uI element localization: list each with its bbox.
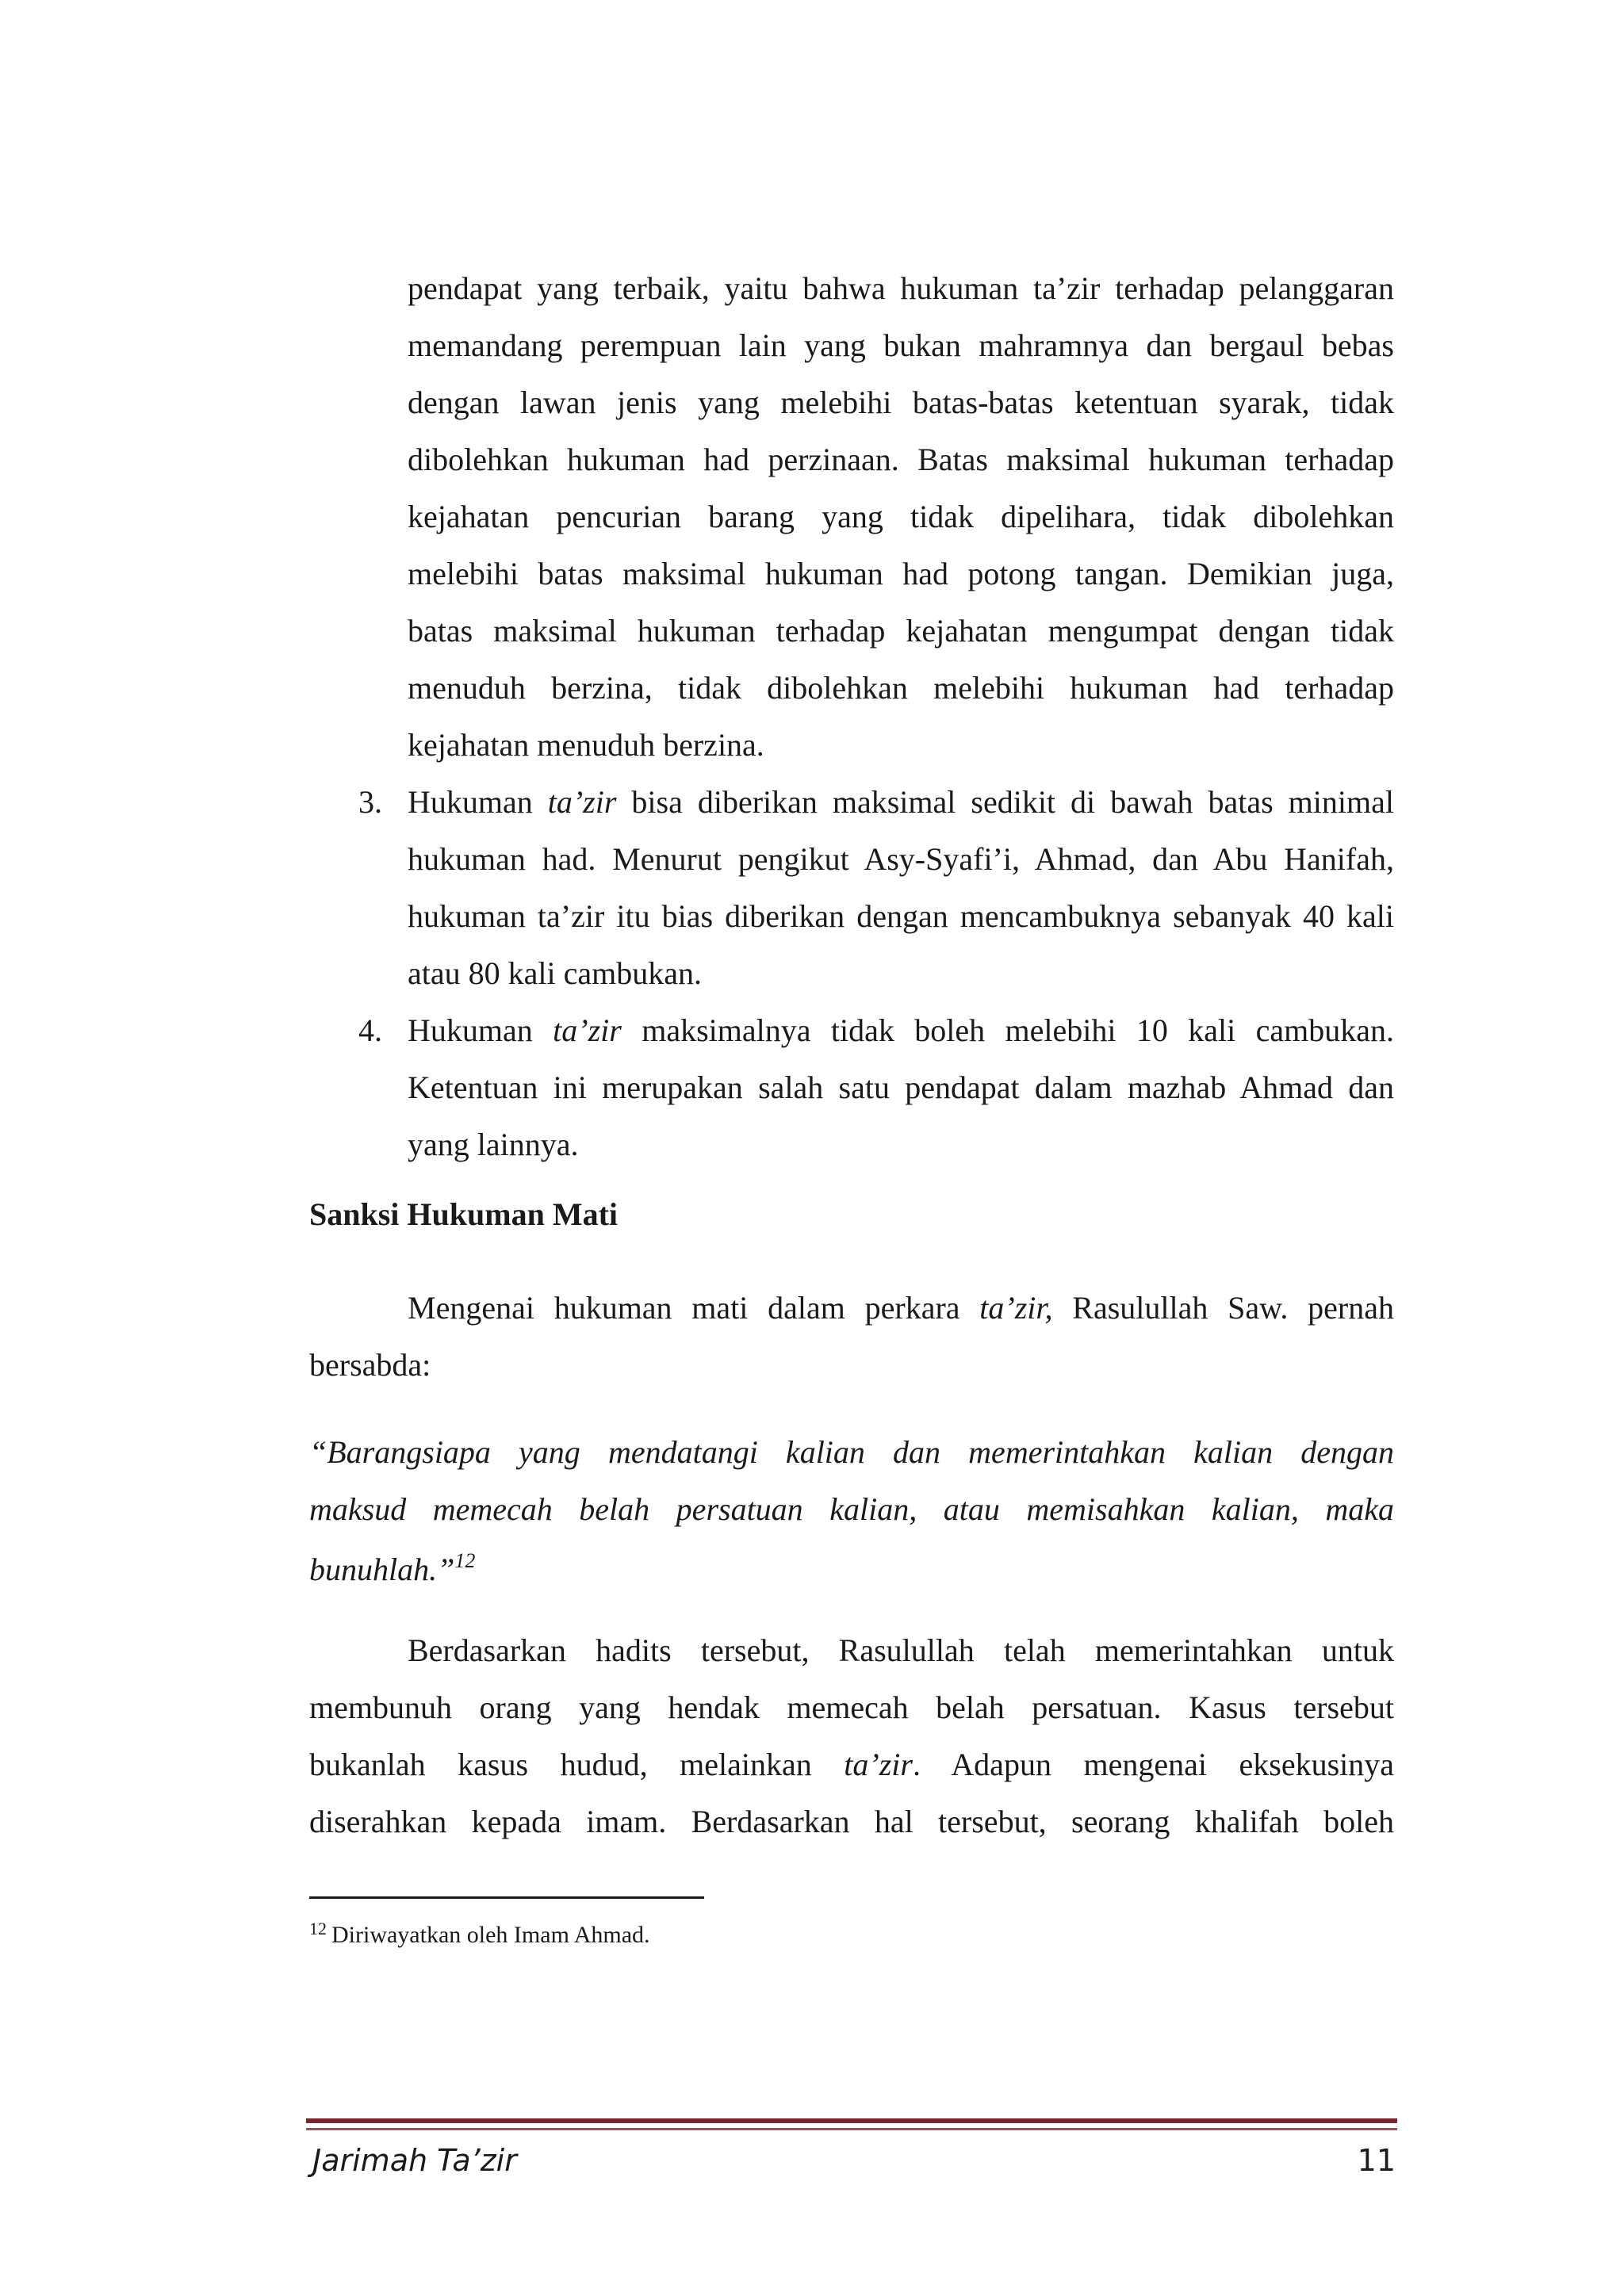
quote-line: “Barangsiapa yang mendatangi kalian dan memerintahkan kalian dengan	[309, 1434, 1394, 1470]
footnote	[309, 1920, 650, 1947]
text-span: Hukuman	[408, 784, 533, 820]
body-line: menuduh berzina, tidak dibolehkan melebihi hukuman had terhadap	[408, 670, 1394, 706]
body-line: melebihi batas maksimal hukuman had potong tangan. Demikian juga,	[408, 556, 1394, 591]
list-number: 3.	[358, 784, 382, 820]
term-tazir: ta’zir	[547, 784, 617, 820]
list-item-line: hukuman ta’zir itu bias diberikan dengan mencambuknya sebanyak 40 kali	[408, 898, 1394, 934]
text-span: bunuhlah.”	[309, 1552, 455, 1587]
list-item-line	[408, 786, 1394, 818]
footer-rule-thick	[306, 2118, 1397, 2123]
text-span: Hukuman	[408, 1012, 533, 1048]
body-line: dengan lawan jenis yang melebihi batas-batas ketentuan syarak, tidak	[408, 385, 1394, 420]
footnote-text: Diriwayatkan oleh Imam Ahmad.	[331, 1922, 650, 1948]
list-item-line	[408, 1012, 1394, 1048]
footnote-number: 12	[309, 1919, 327, 1938]
paragraph-line: Berdasarkan hadits tersebut, Rasulullah telah memerintahkan untuk	[408, 1632, 1394, 1668]
body-line: dibolehkan hukuman had perzinaan. Batas maksimal hukuman terhadap	[408, 442, 1394, 477]
page-number: 11	[1357, 2143, 1396, 2178]
paragraph-line: diserahkan kepada imam. Berdasarkan hal tersebut, seorang khalifah boleh	[309, 1804, 1394, 1839]
list-item-line: hukuman had. Menurut pengikut Asy-Syafi’i, Ahmad, dan Abu Hanifah,	[408, 841, 1394, 877]
text-span: Mengenai hukuman mati dalam perkara	[408, 1290, 960, 1326]
footer-rule-thin	[306, 2128, 1397, 2130]
paragraph-line	[408, 1292, 1394, 1324]
term-tazir: ta’zir	[553, 1012, 622, 1048]
paragraph-line: bersabda:	[309, 1347, 431, 1383]
footer-title: Jarimah Ta’zir	[312, 2143, 517, 2178]
footnote-separator	[309, 1896, 704, 1899]
paragraph-line: membunuh orang yang hendak memecah belah persatuan. Kasus tersebut	[309, 1689, 1394, 1725]
body-line: kejahatan pencurian barang yang tidak dipelihara, tidak dibolehkan	[408, 499, 1394, 534]
term-span	[844, 1747, 1394, 1782]
quote-line: maksud memecah belah persatuan kalian, atau memisahkan kalian, maka	[309, 1491, 1394, 1527]
text-span: maksimalnya tidak boleh melebihi 10 kali cambukan.	[642, 1012, 1394, 1048]
body-line: memandang perempuan lain yang bukan mahramnya dan bergaul bebas	[408, 327, 1394, 363]
footnote-ref[interactable]: 12	[454, 1549, 476, 1572]
body-line: batas maksimal hukuman terhadap kejahatan mengumpat dengan tidak	[408, 613, 1394, 649]
body-line: kejahatan menuduh berzina.	[408, 727, 764, 763]
paragraph-line	[309, 1749, 1394, 1781]
term-tazir: ta’zir,	[979, 1290, 1053, 1326]
list-number: 4.	[358, 1012, 382, 1048]
text-span: bukanlah kasus hudud, melainkan	[309, 1747, 812, 1782]
list-item-line: atau 80 kali cambukan.	[408, 955, 702, 991]
body-line: pendapat yang terbaik, yaitu bahwa hukuman ta’zir terhadap pelanggaran	[408, 270, 1394, 306]
text-span: Rasulullah Saw. pernah	[1072, 1290, 1394, 1326]
section-heading: Sanksi Hukuman Mati	[309, 1196, 619, 1232]
list-item-line: Ketentuan ini merupakan salah satu pendapat dalam mazhab Ahmad dan	[408, 1070, 1394, 1105]
list-item-line: yang lainnya.	[408, 1127, 579, 1162]
quote-line	[309, 1551, 1394, 1586]
text-span: bisa diberikan maksimal sedikit di bawah batas minimal	[631, 784, 1394, 820]
term-tazir: ta’zir	[844, 1747, 913, 1782]
text-span: . Adapun mengenai eksekusinya	[912, 1747, 1395, 1782]
